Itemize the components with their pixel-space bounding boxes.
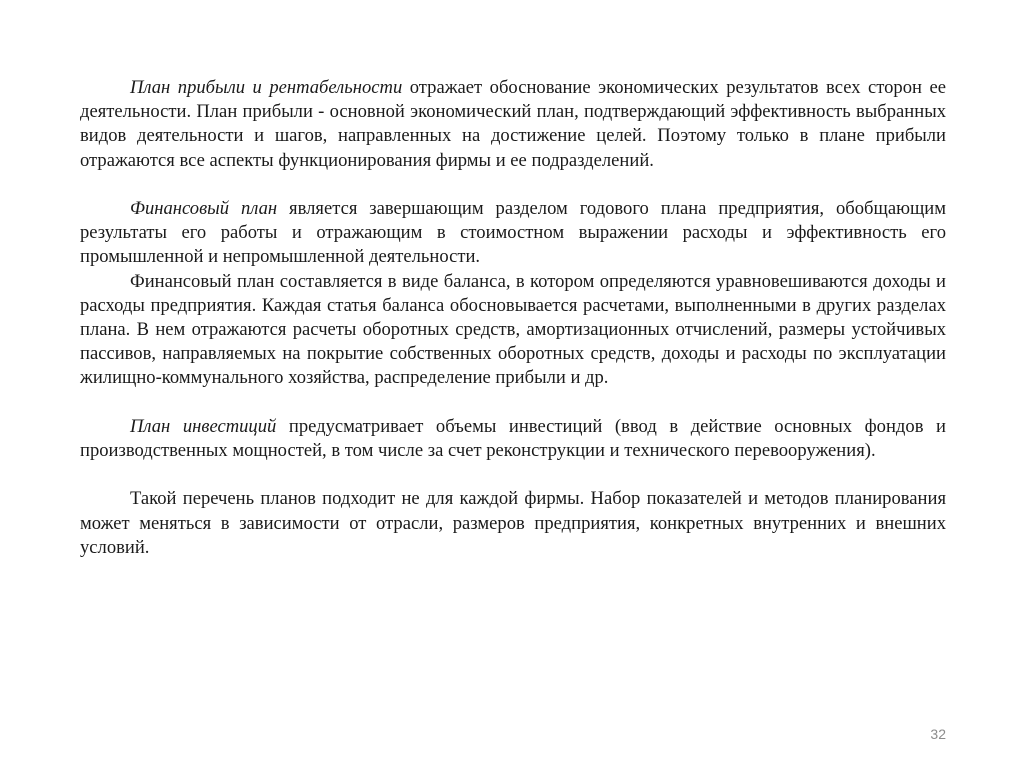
paragraph-gap: [80, 463, 946, 487]
paragraph-conclusion: [80, 487, 946, 560]
paragraph-investment-plan: [80, 415, 946, 463]
page-number: 32: [930, 726, 946, 742]
paragraph-financial-balance: [80, 270, 946, 391]
paragraph-text: отражает обоснование экономических результатов всех сторон ее деятельности. План прибыли - основной экономический план, подтверждающий эффективность выбранных видов деятельности и шагов, направленных на достижение целей. Поэтому только в плане прибыли отражаются все аспекты функционирования фирмы и ее подразделений.: [80, 77, 946, 171]
term-financial-plan: Финансовый план: [130, 198, 278, 219]
paragraph-profit-plan: [80, 76, 946, 173]
paragraph-text: является завершающим разделом годового плана предприятия, обобщающим результаты его работы и отражающим в стоимостном выражении расходы и эффективность его промышленной и непромышленной деятельности.: [80, 198, 946, 268]
paragraph-gap: [80, 391, 946, 415]
body-text: [80, 76, 946, 560]
term-profit-plan: План прибыли и рентабельности: [130, 77, 403, 98]
paragraph-text: предусматривает объемы инвестиций (ввод в действие основных фондов и производственных мощностей, в том числе за счет реконструкции и технического перевооружения).: [80, 415, 946, 462]
paragraph-financial-plan: [80, 197, 946, 270]
paragraph-text: Такой перечень планов подходит не для каждой фирмы. Набор показателей и методов планирования может меняться в зависимости от отрасли, размеров предприятия, конкретных внутренних и внешних условий.: [80, 488, 946, 558]
paragraph-text: Финансовый план составляется в виде баланса, в котором определяются уравновешиваются доходы и расходы предприятия. Каждая статья баланса обосновывается расчетами, выполненными в других разделах плана. В нем отражаются расчеты оборотных средств, амортизационных отчислений, размеры устойчивых пассивов, направляемых на покрытие собственных оборотных средств, доходы и расходы по эксплуатации жилищно-коммунального хозяйства, распределение прибыли и др.: [80, 270, 946, 389]
paragraph-gap: [80, 173, 946, 197]
term-investment-plan: План инвестиций: [130, 415, 277, 437]
